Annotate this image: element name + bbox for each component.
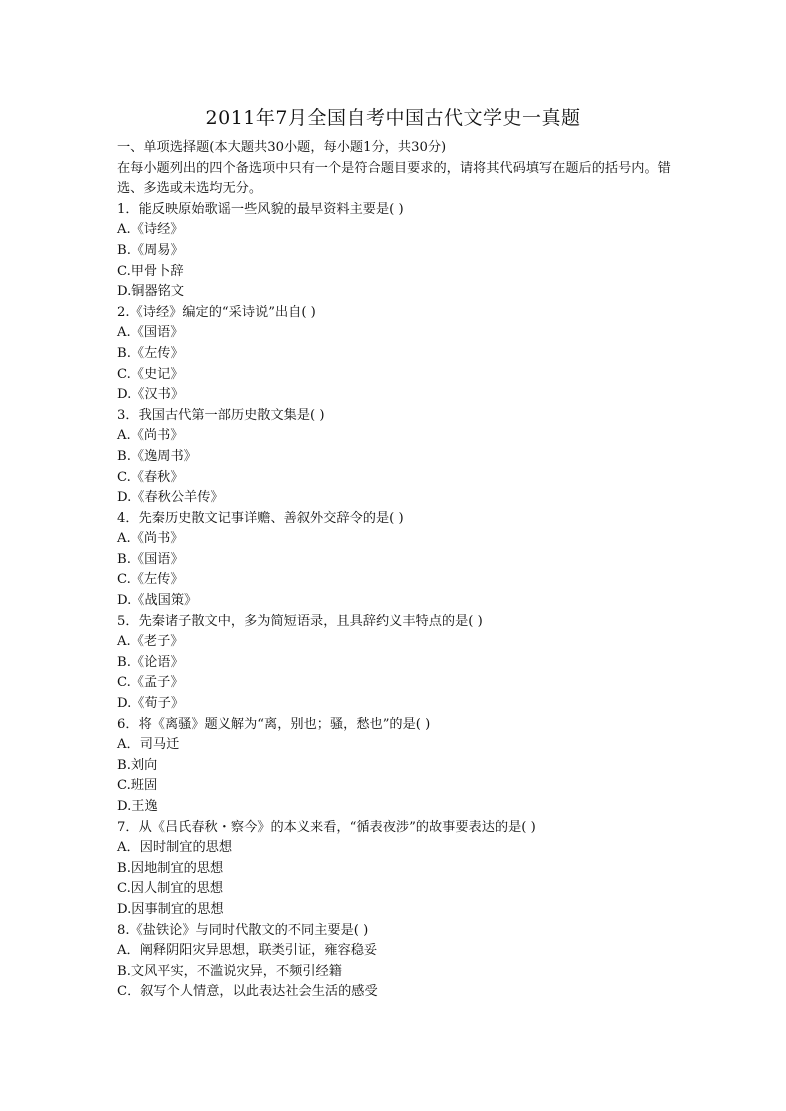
answer-option: C.《左传》 — [117, 572, 184, 588]
question-stem: 7．从《吕氏春秋・察今》的本义来看，“循表夜涉”的故事要表达的是( ) — [117, 819, 536, 835]
answer-option: B.因地制宜的思想 — [117, 860, 224, 876]
answer-option: B.《周易》 — [117, 242, 184, 258]
document-body — [117, 138, 677, 1003]
answer-option: A．阐释阴阳灾异思想，联类引证，雍容稳妥 — [117, 943, 378, 959]
answer-option: D.铜器铭文 — [117, 284, 185, 300]
answer-option: C.《孟子》 — [117, 675, 184, 691]
question-stem: 1．能反映原始歌谣一些风貌的最早资料主要是( ) — [117, 201, 404, 217]
answer-option: A.《老子》 — [117, 634, 184, 650]
answer-option: A.《尚书》 — [117, 531, 184, 547]
answer-option: C.甲骨卜辞 — [117, 263, 184, 279]
answer-option: D.王逸 — [117, 799, 158, 814]
answer-option: D.《汉书》 — [117, 387, 185, 403]
question-stem: 5．先秦诸子散文中，多为简短语录，且具辞约义丰特点的是( ) — [117, 613, 483, 629]
answer-option: A.《尚书》 — [117, 428, 184, 444]
answer-option: B.《左传》 — [117, 345, 184, 361]
answer-option: C.《史记》 — [117, 366, 184, 382]
answer-option: D.因事制宜的思想 — [117, 901, 224, 917]
question-stem: 3．我国古代第一部历史散文集是( ) — [117, 407, 325, 423]
question-block — [117, 715, 677, 818]
answer-option: B.刘向 — [117, 757, 158, 773]
question-stem: 4．先秦历史散文记事详赡、善叙外交辞令的是( ) — [117, 510, 404, 526]
question-stem: 6．将《离骚》题义解为“离，别也；骚，愁也”的是( ) — [117, 716, 431, 732]
answer-option: B.《论语》 — [117, 654, 184, 670]
question-stem: 8.《盐铁论》与同时代散文的不同主要是( ) — [117, 922, 369, 938]
instructions: 在每小题列出的四个备选项中只有一个是符合题目要求的，请将其代码填写在题后的括号内。错选、多选或未选均无分。 — [117, 160, 671, 197]
answer-option: B.《逸周书》 — [117, 448, 197, 464]
answer-option: C．叙写个人情意，以此表达社会生活的感受 — [117, 984, 378, 1000]
answer-option: D.《春秋公羊传》 — [117, 490, 224, 506]
section-header: 一、单项选择题(本大题共30小题，每小题1分，共30分) — [117, 140, 447, 155]
answer-option: C.因人制宜的思想 — [117, 881, 224, 897]
answer-option: D.《战国策》 — [117, 593, 198, 609]
answer-option: A.《国语》 — [117, 325, 184, 341]
answer-option: C.班固 — [117, 778, 158, 794]
question-block — [117, 921, 677, 1003]
answer-option: B.文风平实，不滥说灾异，不频引经籍 — [117, 963, 342, 979]
question-block — [117, 200, 677, 303]
question-stem: 2.《诗经》编定的“采诗说”出自( ) — [117, 304, 316, 320]
answer-option: A．司马迁 — [117, 737, 180, 753]
question-block — [117, 303, 677, 406]
question-block — [117, 612, 677, 715]
question-block — [117, 509, 677, 612]
answer-option: A．因时制宜的思想 — [117, 840, 233, 856]
question-block — [117, 818, 677, 921]
answer-option: A.《诗经》 — [117, 222, 184, 238]
page-title: 2011年7月全国自考中国古代文学史一真题 — [205, 107, 581, 129]
answer-option: B.《国语》 — [117, 551, 184, 567]
answer-option: D.《荀子》 — [117, 696, 185, 712]
question-block — [117, 406, 677, 509]
answer-option: C.《春秋》 — [117, 469, 184, 485]
